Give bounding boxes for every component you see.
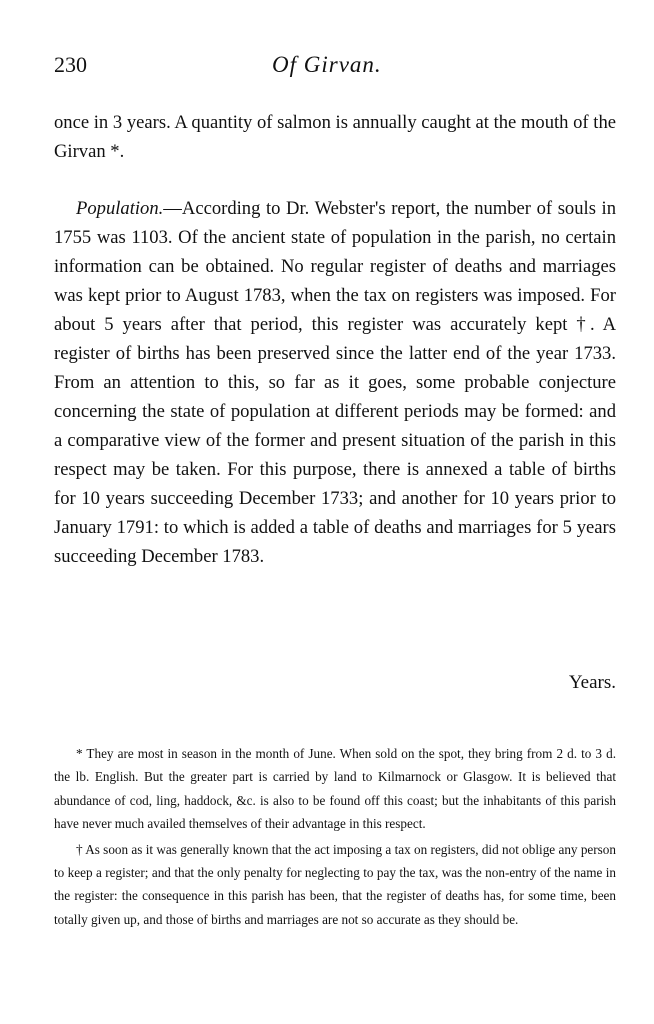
footnotes	[54, 742, 616, 931]
catchword: Years.	[568, 672, 616, 693]
running-head: Of Girvan.	[272, 52, 382, 77]
paragraph-population-text: —According to Dr. Webster's report, the number of souls in 1755 was 1103. Of the ancient state of population in the parish, no certain information can be obtained. No regular register of deaths and marriages was kept prior to August 1783, when the tax on registers was imposed. For about 5 years after that period, this register was accurately kept †. A register of births has been preserved since the latter end of the year 1733. From an attention to this, so far as it goes, some probable conjecture concerning the state of population at different periods may be formed: and a comparative view of the former and present situation of the parish in this respect may be taken. For this purpose, there is annexed a table of births for 10 years succeeding December 1733; and another for 10 years prior to January 1791: to which is added a table of deaths and marriages for 5 years succeeding December 1783.	[54, 198, 616, 567]
section-lead-population: Population.	[76, 198, 164, 219]
paragraph-salmon: once in 3 years. A quantity of salmon is annually caught at the mouth of the Girvan *.	[54, 112, 616, 162]
page-header	[54, 52, 614, 84]
page-number: 230	[54, 52, 87, 77]
footnote-register-tax: † As soon as it was generally known that the act imposing a tax on registers, did not oblige any person to keep a register; and that the only penalty for neglecting to pay the tax, was the non-entry of the name in the register: the consequence in this parish has been, that the register of deaths has, for some time, been totally given up, and those of births and marriages are not so accurate as they should be.	[54, 841, 616, 927]
paragraph-population	[54, 194, 616, 571]
footnote-salmon: * They are most in season in the month of June. When sold on the spot, they bring from 2 d. to 3 d. the lb. English. But the greater part is carried by land to Kilmarnock or Glasgow. It is believed that abundance of cod, ling, haddock, &c. is also to be found off this coast; but the inhabitants of this parish have never much availed themselves of their advantage in this respect.	[54, 746, 616, 832]
